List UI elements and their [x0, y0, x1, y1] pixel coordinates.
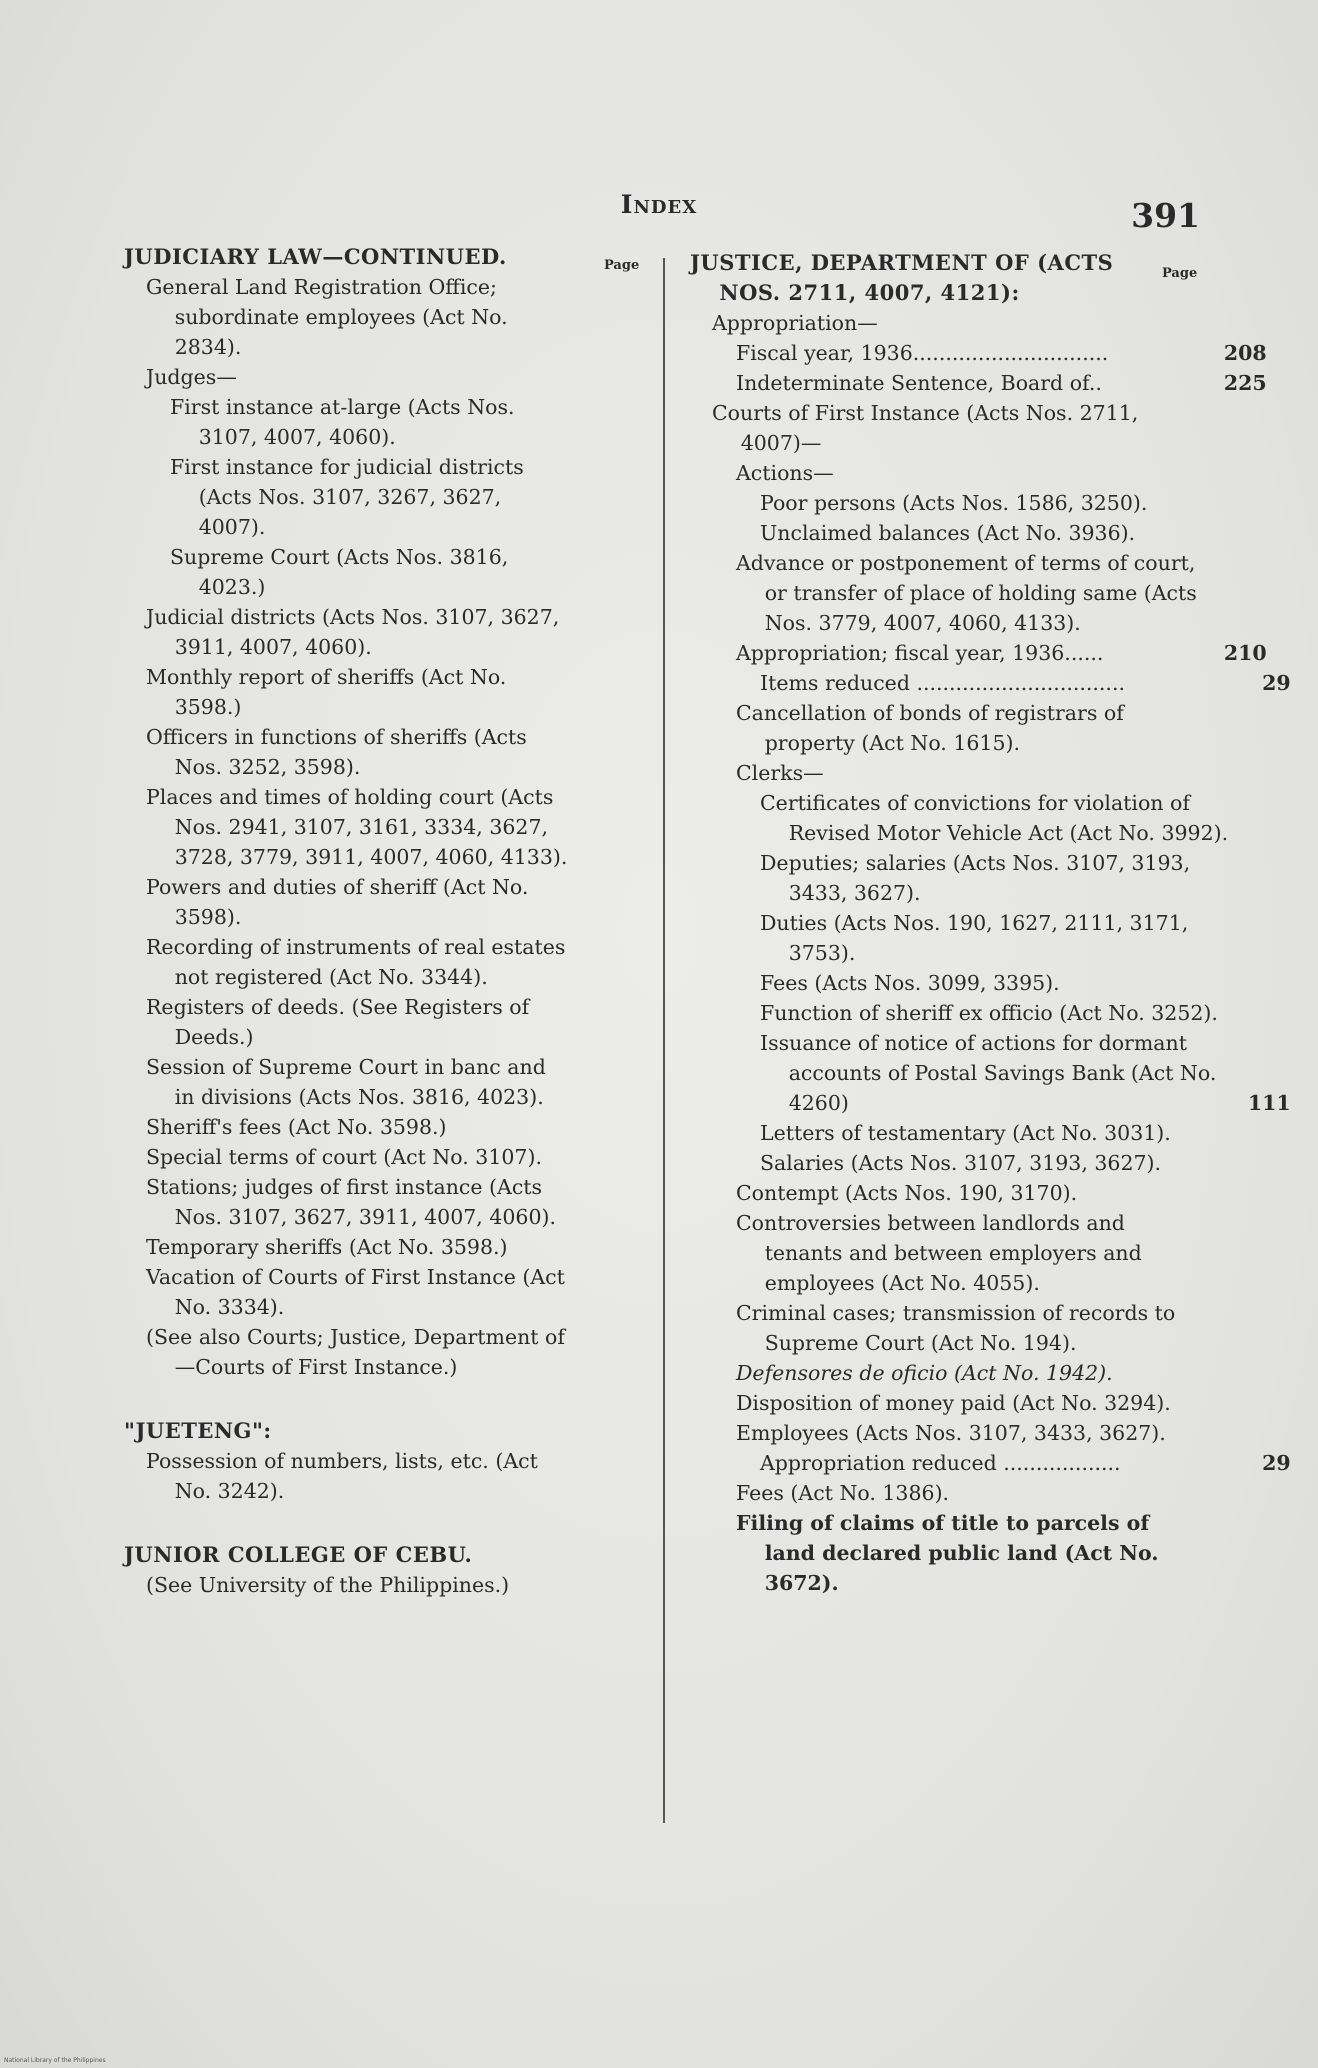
index-entry [124, 1540, 572, 1570]
index-entry-text: Deputies; salaries (Acts Nos. 3107, 3193, 3433, 3627). [760, 851, 1191, 905]
index-entry [146, 1322, 572, 1382]
index-entry-text: Filing of claims of title to parcels of land declared public land (Act No. 3672). [736, 1511, 1159, 1595]
index-entry-text: General Land Registration Office; subordinate employees (Act No. 2834). [146, 275, 508, 359]
index-entry-text: JUSTICE, DEPARTMENT OF (ACTS NOS. 2711, 4007, 4121): [690, 250, 1114, 305]
index-entry-text: Employees (Acts Nos. 3107, 3433, 3627). [736, 1421, 1166, 1445]
index-entry [146, 782, 572, 872]
index-entry [736, 638, 1267, 668]
index-column-left [124, 242, 572, 1600]
index-entry [736, 1178, 1205, 1208]
index-entry [760, 668, 1291, 698]
index-entry-text: Cancellation of bonds of registrars of property (Act No. 1615). [736, 701, 1124, 755]
index-entry-text: Letters of testamentary (Act No. 3031). [760, 1121, 1171, 1145]
index-entry-text: First instance for judicial districts (Acts Nos. 3107, 3267, 3627, 4007). [170, 455, 524, 539]
index-page-ref: 208 [1223, 341, 1267, 365]
index-entry-text: Items reduced ................................ [760, 671, 1125, 695]
index-entry [170, 392, 572, 452]
index-entry [760, 848, 1229, 908]
index-entry [712, 398, 1181, 458]
index-entry [124, 1416, 572, 1446]
index-entry [170, 542, 572, 602]
index-entry-text: Fees (Acts Nos. 3099, 3395). [760, 971, 1060, 995]
index-entry-text: Registers of deeds. (See Registers of Deeds.) [146, 995, 530, 1049]
index-entry [760, 908, 1229, 968]
index-entry-text: Fees (Act No. 1386). [736, 1481, 950, 1505]
index-entry [690, 248, 1159, 308]
index-entry [146, 1570, 572, 1600]
index-entry [146, 932, 572, 992]
index-entry-text: "JUETENG": [124, 1418, 272, 1443]
column-divider [663, 258, 665, 1823]
index-entry [146, 1142, 572, 1172]
index-entry [736, 458, 1205, 488]
page-number: 391 [1131, 196, 1200, 235]
index-column-right [690, 248, 1291, 1598]
index-entry-text: Courts of First Instance (Acts Nos. 2711, 4007)— [712, 401, 1139, 455]
index-entry-text: Judicial districts (Acts Nos. 3107, 3627, 3911, 4007, 4060). [146, 605, 560, 659]
index-entry-text: Advance or postponement of terms of court, or transfer of place of holding same (Acts Nos. 3779, 4007, 4060, 4133). [736, 551, 1197, 635]
page-column-label-right: Page [1162, 266, 1198, 281]
index-entry [146, 1446, 572, 1506]
index-entry-text: Disposition of money paid (Act No. 3294). [736, 1391, 1171, 1415]
index-entry [736, 1208, 1205, 1298]
index-entry-text: Session of Supreme Court in banc and in divisions (Acts Nos. 3816, 4023). [146, 1055, 546, 1109]
index-entry [712, 308, 1181, 338]
index-entry [760, 1028, 1291, 1118]
index-entry [736, 1388, 1205, 1418]
index-entry [124, 242, 572, 272]
index-entry [146, 602, 572, 662]
index-page-ref: 29 [1262, 1451, 1291, 1475]
index-entry-text: Powers and duties of sheriff (Act No. 3598). [146, 875, 529, 929]
index-entry [760, 1118, 1229, 1148]
index-entry-text: Controversies between landlords and tenants and between employers and employees (Act No. 4055). [736, 1211, 1142, 1295]
index-entry-text: Recording of instruments of real estates not registered (Act No. 3344). [146, 935, 566, 989]
index-entry [736, 1418, 1205, 1448]
index-entry-text: Actions— [736, 461, 834, 485]
index-entry [760, 968, 1229, 998]
index-entry [760, 998, 1229, 1028]
index-entry [736, 1478, 1205, 1508]
page-title: Index [620, 190, 698, 219]
index-entry-text: Fiscal year, 1936.............................. [736, 341, 1109, 365]
index-entry [146, 1172, 572, 1232]
index-entry-text: Issuance of notice of actions for dormant accounts of Postal Savings Bank (Act No. 4260) [760, 1031, 1217, 1115]
index-entry-text: Appropriation reduced .................. [760, 1451, 1121, 1475]
index-entry-text: Appropriation; fiscal year, 1936...... [736, 641, 1104, 665]
index-entry-text: Appropriation— [712, 311, 878, 335]
index-entry [146, 1112, 572, 1142]
index-entry-text: Salaries (Acts Nos. 3107, 3193, 3627). [760, 1151, 1162, 1175]
index-entry-text: JUDICIARY LAW—CONTINUED. [124, 244, 507, 269]
index-entry-text: Stations; judges of first instance (Acts Nos. 3107, 3627, 3911, 4007, 4060). [146, 1175, 557, 1229]
index-entry-text: First instance at-large (Acts Nos. 3107, 4007, 4060). [170, 395, 515, 449]
page-column-label-left: Page [604, 258, 640, 273]
index-entry [736, 758, 1205, 788]
index-page-ref: 210 [1223, 641, 1267, 665]
index-entry-text: Temporary sheriffs (Act No. 3598.) [146, 1235, 508, 1259]
index-entry-text: Poor persons (Acts Nos. 1586, 3250). [760, 491, 1148, 515]
index-entry [760, 488, 1229, 518]
index-entry [146, 662, 572, 722]
index-entry-text: Sheriff's fees (Act No. 3598.) [146, 1115, 447, 1139]
index-entry [146, 1262, 572, 1322]
index-page-ref: 225 [1223, 371, 1267, 395]
index-entry [736, 338, 1267, 368]
index-entry-text: Vacation of Courts of First Instance (Act No. 3334). [146, 1265, 565, 1319]
index-entry [736, 698, 1205, 758]
index-entry-text: Officers in functions of sheriffs (Acts Nos. 3252, 3598). [146, 725, 527, 779]
index-entry-text: Certificates of convictions for violation of Revised Motor Vehicle Act (Act No. 3992). [760, 791, 1229, 845]
library-watermark: National Library of the Philippines [4, 2057, 106, 2064]
index-entry-text: Possession of numbers, lists, etc. (Act No. 3242). [146, 1449, 538, 1503]
index-entry [760, 788, 1229, 848]
index-entry-text: Clerks— [736, 761, 824, 785]
index-entry-text: (See also Courts; Justice, Department of—Courts of First Instance.) [146, 1325, 565, 1379]
index-entry-text: Defensores de oficio (Act No. 1942). [736, 1361, 1113, 1385]
index-page-ref: 29 [1262, 671, 1291, 695]
index-entry-text: Supreme Court (Acts Nos. 3816, 4023.) [170, 545, 509, 599]
index-entry [146, 992, 572, 1052]
index-entry [736, 368, 1267, 398]
index-entry [736, 548, 1205, 638]
index-entry [736, 1508, 1205, 1598]
index-entry-text: Judges— [146, 365, 237, 389]
index-entry [146, 1232, 572, 1262]
index-entry-text: Places and times of holding court (Acts Nos. 2941, 3107, 3161, 3334, 3627, 3728, 3779, 3911, 4007, 4060, 4133). [146, 785, 568, 869]
index-entry-text: Special terms of court (Act No. 3107). [146, 1145, 542, 1169]
index-entry-text: Monthly report of sheriffs (Act No. 3598.) [146, 665, 507, 719]
index-entry-text: JUNIOR COLLEGE OF CEBU. [124, 1542, 473, 1567]
index-entry [146, 362, 572, 392]
index-entry-text: Function of sheriff ex officio (Act No. 3252). [760, 1001, 1218, 1025]
index-entry [760, 1448, 1291, 1478]
index-entry-text: Contempt (Acts Nos. 190, 3170). [736, 1181, 1078, 1205]
index-entry-text: Unclaimed balances (Act No. 3936). [760, 521, 1136, 545]
index-entry-text: Indeterminate Sentence, Board of.. [736, 371, 1102, 395]
index-entry-text: Duties (Acts Nos. 190, 1627, 2111, 3171, 3753). [760, 911, 1189, 965]
index-entry-text: Criminal cases; transmission of records to Supreme Court (Act No. 194). [736, 1301, 1176, 1355]
index-entry [760, 1148, 1229, 1178]
index-entry [146, 1052, 572, 1112]
index-entry [146, 272, 572, 362]
index-entry [736, 1298, 1205, 1358]
index-entry [736, 1358, 1205, 1388]
index-page-ref: 111 [1247, 1091, 1291, 1115]
index-entry [146, 872, 572, 932]
index-entry [760, 518, 1229, 548]
index-entry [146, 722, 572, 782]
index-entry-text: (See University of the Philippines.) [146, 1573, 510, 1597]
index-entry [170, 452, 572, 542]
